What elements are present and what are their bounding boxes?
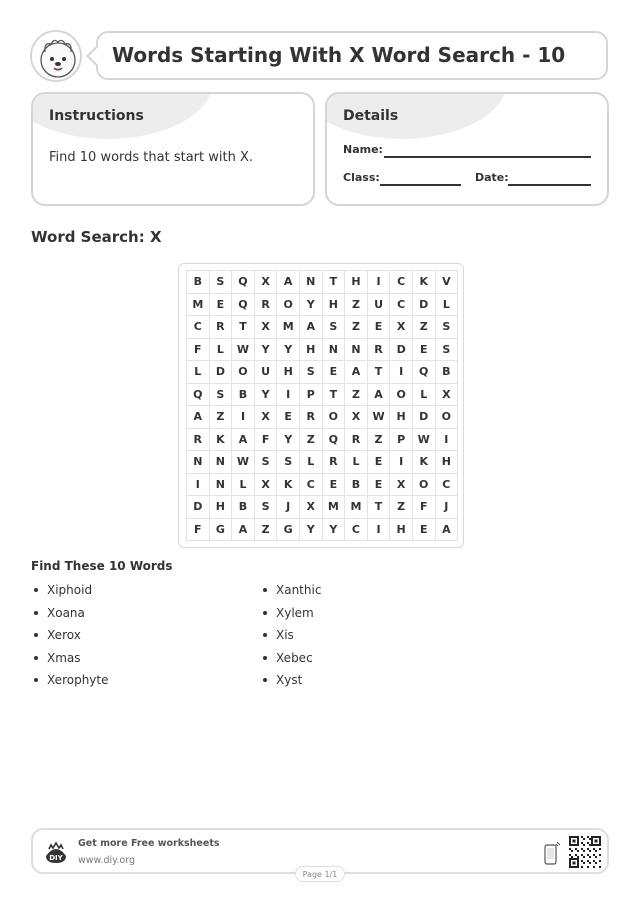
grid-cell[interactable]: S	[210, 271, 233, 294]
grid-cell[interactable]: W	[232, 339, 255, 362]
word-list-heading: Find These 10 Words	[31, 559, 173, 573]
grid-cell[interactable]: P	[300, 384, 323, 407]
grid-cell[interactable]: Y	[323, 519, 346, 542]
grid-cell[interactable]: T	[368, 496, 391, 519]
title-banner	[96, 31, 608, 80]
grid-cell[interactable]: R	[255, 294, 278, 317]
grid-cell[interactable]: E	[323, 474, 346, 497]
grid-cell[interactable]: Q	[232, 294, 255, 317]
word-list-item: Xmas	[31, 650, 109, 673]
grid-cell[interactable]: M	[345, 496, 368, 519]
grid-cell[interactable]: X	[300, 496, 323, 519]
grid-cell[interactable]: Z	[210, 406, 233, 429]
grid-cell[interactable]: A	[187, 406, 210, 429]
grid-cell[interactable]: X	[390, 316, 413, 339]
grid-cell[interactable]: X	[255, 316, 278, 339]
grid-cell[interactable]: Y	[277, 339, 300, 362]
grid-cell[interactable]: H	[390, 519, 413, 542]
grid-cell[interactable]: O	[323, 406, 346, 429]
grid-cell[interactable]: H	[210, 496, 233, 519]
instructions-card	[31, 92, 315, 206]
grid-cell[interactable]: L	[413, 384, 436, 407]
grid-cell[interactable]: O	[413, 474, 436, 497]
grid-cell[interactable]: X	[345, 406, 368, 429]
grid-cell[interactable]: E	[413, 519, 436, 542]
grid-cell[interactable]: Y	[255, 384, 278, 407]
grid-cell[interactable]: I	[390, 361, 413, 384]
name-label: Name:	[343, 143, 383, 156]
name-line[interactable]	[384, 156, 591, 158]
word-list-item: Xis	[260, 627, 321, 650]
grid-cell[interactable]: Z	[413, 316, 436, 339]
grid-cell[interactable]: S	[323, 316, 346, 339]
grid-cell[interactable]: Y	[277, 429, 300, 452]
grid-cell[interactable]: T	[323, 384, 346, 407]
grid-cell[interactable]: F	[187, 339, 210, 362]
word-list-item: Xebec	[260, 650, 321, 673]
grid-cell[interactable]: C	[390, 271, 413, 294]
grid-cell[interactable]: M	[187, 294, 210, 317]
grid-cell[interactable]: K	[277, 474, 300, 497]
grid-cell[interactable]: Z	[345, 294, 368, 317]
grid-cell[interactable]: B	[345, 474, 368, 497]
date-line[interactable]	[508, 184, 591, 186]
mascot-icon	[30, 30, 82, 82]
grid-cell[interactable]: C	[345, 519, 368, 542]
grid-cell[interactable]: S	[277, 451, 300, 474]
grid-cell[interactable]: E	[368, 474, 391, 497]
grid-cell[interactable]: N	[187, 451, 210, 474]
grid-cell[interactable]: Y	[300, 294, 323, 317]
grid-cell[interactable]: O	[436, 406, 459, 429]
grid-cell[interactable]: F	[187, 519, 210, 542]
grid-cell[interactable]: D	[413, 406, 436, 429]
grid-cell[interactable]: D	[390, 339, 413, 362]
grid-cell[interactable]: X	[255, 474, 278, 497]
grid-cell[interactable]: U	[255, 361, 278, 384]
word-list-column-1	[31, 582, 109, 695]
word-list-column-2	[260, 582, 321, 695]
grid-cell[interactable]: Z	[345, 384, 368, 407]
grid-cell[interactable]: C	[300, 474, 323, 497]
grid-cell[interactable]: L	[345, 451, 368, 474]
grid-cell[interactable]: E	[413, 339, 436, 362]
grid-cell[interactable]: X	[436, 384, 459, 407]
grid-cell[interactable]: D	[210, 361, 233, 384]
grid-cell[interactable]: I	[368, 519, 391, 542]
grid-cell[interactable]: G	[210, 519, 233, 542]
grid-cell[interactable]: D	[413, 294, 436, 317]
grid-cell[interactable]: M	[277, 316, 300, 339]
grid-cell[interactable]: T	[323, 271, 346, 294]
grid-cell[interactable]: S	[436, 316, 459, 339]
grid-cell[interactable]: Q	[323, 429, 346, 452]
grid-cell[interactable]: Z	[390, 496, 413, 519]
word-list-item: Xerophyte	[31, 672, 109, 695]
grid-cell[interactable]: E	[368, 316, 391, 339]
grid-cell[interactable]: H	[345, 271, 368, 294]
grid-cell[interactable]: I	[277, 384, 300, 407]
grid-cell[interactable]: G	[277, 519, 300, 542]
word-list-item: Xoana	[31, 605, 109, 628]
grid-cell[interactable]: I	[436, 429, 459, 452]
grid-cell[interactable]: T	[232, 316, 255, 339]
grid-cell[interactable]: N	[210, 451, 233, 474]
grid-cell[interactable]: O	[277, 294, 300, 317]
grid-cell[interactable]: K	[413, 451, 436, 474]
grid-cell[interactable]: O	[232, 361, 255, 384]
grid-cell[interactable]: K	[413, 271, 436, 294]
grid-cell[interactable]: E	[323, 361, 346, 384]
word-list-item: Xyst	[260, 672, 321, 695]
class-line[interactable]	[380, 184, 461, 186]
grid-cell[interactable]: E	[210, 294, 233, 317]
grid-cell[interactable]: C	[436, 474, 459, 497]
grid-cell[interactable]: X	[255, 271, 278, 294]
grid-cell[interactable]: Z	[300, 429, 323, 452]
grid-cell[interactable]: A	[345, 361, 368, 384]
grid-cell[interactable]: D	[187, 496, 210, 519]
grid-cell[interactable]: Z	[368, 429, 391, 452]
grid-cell[interactable]: B	[436, 361, 459, 384]
word-search-grid	[178, 263, 464, 548]
grid-cell[interactable]: I	[232, 406, 255, 429]
grid-cell[interactable]: L	[300, 451, 323, 474]
grid-cell[interactable]: S	[210, 384, 233, 407]
grid-cell[interactable]: Q	[413, 361, 436, 384]
grid-cell[interactable]: T	[368, 361, 391, 384]
grid-cell[interactable]: A	[232, 429, 255, 452]
grid-cell[interactable]: N	[300, 271, 323, 294]
grid-cell[interactable]: S	[255, 496, 278, 519]
grid-cell[interactable]: W	[368, 406, 391, 429]
grid-cell[interactable]: F	[255, 429, 278, 452]
grid-cell[interactable]: C	[187, 316, 210, 339]
grid-cell[interactable]: I	[368, 271, 391, 294]
footer-url[interactable]: www.diy.org	[78, 855, 135, 866]
grid-cell[interactable]: O	[390, 384, 413, 407]
grid-cell[interactable]: A	[277, 271, 300, 294]
grid-cell[interactable]: F	[413, 496, 436, 519]
grid-cell[interactable]: P	[390, 429, 413, 452]
grid-cell[interactable]: H	[390, 406, 413, 429]
grid-cell[interactable]: Y	[300, 519, 323, 542]
grid-cell[interactable]: N	[323, 339, 346, 362]
grid-cell[interactable]: Z	[345, 316, 368, 339]
page-number: Page 1/1	[295, 866, 345, 882]
grid-cell[interactable]: R	[187, 429, 210, 452]
grid-cell[interactable]: L	[436, 294, 459, 317]
grid-cell[interactable]: L	[210, 339, 233, 362]
grid-cell[interactable]: Y	[255, 339, 278, 362]
grid-cell[interactable]: R	[323, 451, 346, 474]
grid-cell[interactable]: H	[436, 451, 459, 474]
date-label: Date:	[475, 171, 509, 184]
grid-cell[interactable]: J	[436, 496, 459, 519]
grid-cell[interactable]: B	[187, 271, 210, 294]
grid-cell[interactable]: J	[277, 496, 300, 519]
instructions-text: Find 10 words that start with X.	[49, 150, 253, 165]
grid-cell[interactable]: N	[210, 474, 233, 497]
class-label: Class:	[343, 171, 380, 184]
grid-cell[interactable]: R	[345, 429, 368, 452]
grid-cell[interactable]: I	[390, 451, 413, 474]
grid-cell[interactable]: Q	[232, 271, 255, 294]
grid-cell[interactable]: A	[436, 519, 459, 542]
grid-cell[interactable]: R	[210, 316, 233, 339]
grid-cell[interactable]: W	[232, 451, 255, 474]
qr-code-icon	[569, 836, 601, 868]
grid-cell[interactable]: Q	[187, 384, 210, 407]
footer-promo: Get more Free worksheets	[78, 838, 220, 849]
grid-cell[interactable]: W	[413, 429, 436, 452]
grid-cell[interactable]: H	[323, 294, 346, 317]
grid-cell[interactable]: H	[300, 339, 323, 362]
grid-cell[interactable]: X	[390, 474, 413, 497]
grid-cell[interactable]: E	[277, 406, 300, 429]
grid-cell[interactable]: U	[368, 294, 391, 317]
page-title: Words Starting With X Word Search - 10	[112, 43, 566, 67]
grid-cell[interactable]: A	[300, 316, 323, 339]
grid-cell[interactable]: M	[323, 496, 346, 519]
grid-cell[interactable]: E	[368, 451, 391, 474]
grid-cell[interactable]: R	[300, 406, 323, 429]
grid-cell[interactable]: L	[187, 361, 210, 384]
grid-cell[interactable]: A	[232, 519, 255, 542]
grid-cell[interactable]: R	[368, 339, 391, 362]
grid-cell[interactable]: N	[345, 339, 368, 362]
grid-cell[interactable]: B	[232, 496, 255, 519]
word-list-item: Xanthic	[260, 582, 321, 605]
grid-cell[interactable]: A	[368, 384, 391, 407]
grid-cell[interactable]: K	[210, 429, 233, 452]
grid-cell[interactable]: V	[436, 271, 459, 294]
details-card	[325, 92, 609, 206]
word-list-item: Xylem	[260, 605, 321, 628]
grid-cell[interactable]: I	[187, 474, 210, 497]
letter-grid	[186, 270, 458, 541]
diy-logo-icon	[43, 840, 69, 866]
grid-cell[interactable]: L	[232, 474, 255, 497]
svg-text:DIY: DIY	[49, 854, 63, 862]
grid-cell[interactable]: C	[390, 294, 413, 317]
section-title: Word Search: X	[31, 228, 162, 246]
grid-cell[interactable]: S	[436, 339, 459, 362]
grid-cell[interactable]: B	[232, 384, 255, 407]
grid-cell[interactable]: X	[255, 406, 278, 429]
phone-icon	[543, 840, 561, 866]
grid-cell[interactable]: H	[277, 361, 300, 384]
word-list-item: Xerox	[31, 627, 109, 650]
instructions-heading: Instructions	[49, 108, 144, 124]
details-heading: Details	[343, 108, 399, 124]
grid-cell[interactable]: Z	[255, 519, 278, 542]
word-list-item: Xiphoid	[31, 582, 109, 605]
grid-cell[interactable]: S	[255, 451, 278, 474]
grid-cell[interactable]: S	[300, 361, 323, 384]
